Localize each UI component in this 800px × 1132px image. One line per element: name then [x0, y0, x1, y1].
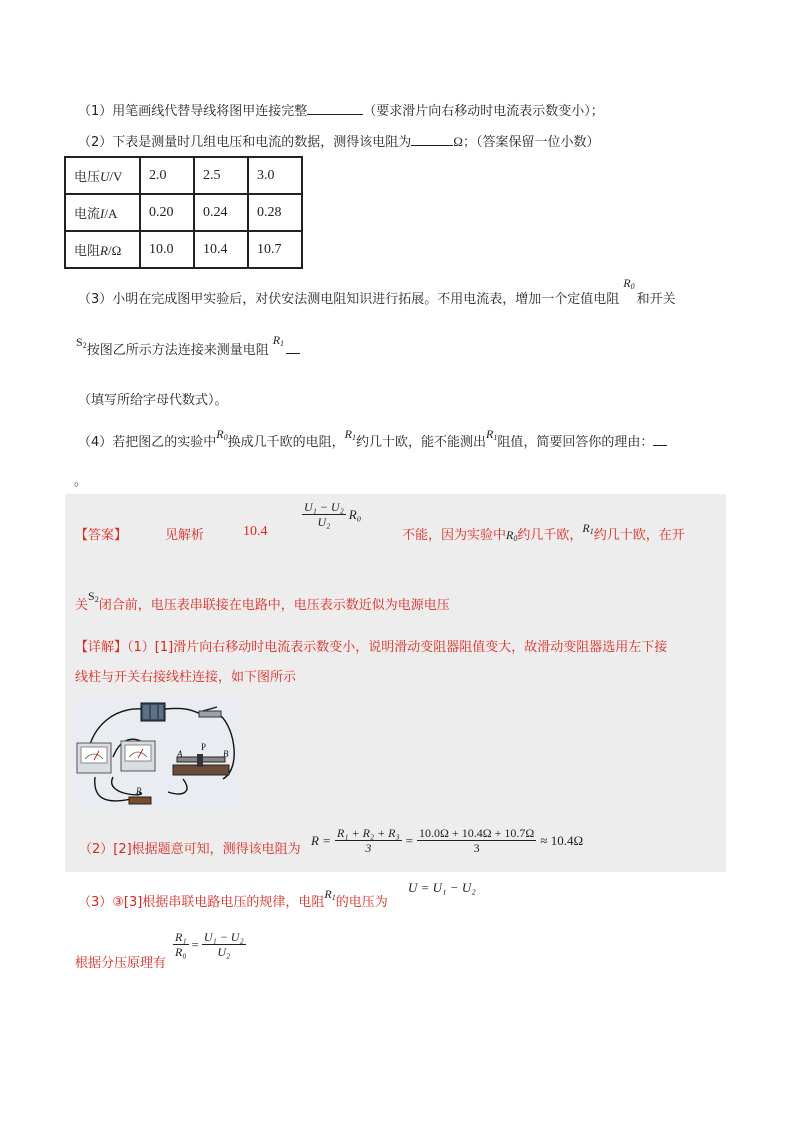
question-3-line-3: （填写所给字母代数式）。	[78, 393, 228, 408]
question-4-end: 。	[74, 474, 88, 489]
detail-paragraph-3: （3）③[3]根据串联电路电压的规律，电阻$R_1$的电压为	[78, 887, 388, 910]
question-3-line-2-text: 按图乙所示方法连接来测量电阻	[86, 343, 269, 358]
detail-paragraph-1b: 线柱与开关右接线柱连接，如下图所示	[75, 670, 297, 685]
table-cell: 2.5	[194, 157, 248, 194]
label-r: R	[136, 786, 142, 796]
table-cell: 0.24	[194, 194, 248, 231]
question-3-line-2	[76, 333, 300, 358]
question-2	[78, 131, 599, 150]
mean-resistance-formula: R = $\frac{\text{R₁ + R₂ + R₃}}{3}$ = $\frac{10.0\Omega + 10.4\Omega + 10.7\Omega}{3}$ ≈ 10.4Ω	[311, 826, 584, 855]
table-cell: 10.0	[140, 231, 194, 268]
voltage-equation: U = U₁ − U₂	[408, 880, 476, 895]
label-p: P	[201, 742, 207, 752]
answer-3-formula: $\frac{\text{U₁ − U₂}}{\text{U₂}}$ R₀	[304, 500, 362, 529]
circuit-figure	[73, 697, 242, 810]
table-cell: 10.4	[194, 231, 248, 268]
ammeter-icon	[121, 741, 155, 771]
voltmeter-icon	[77, 743, 111, 773]
table-cell: 2.0	[140, 157, 194, 194]
detail-paragraph-4: 根据分压原理有	[75, 956, 167, 971]
table-cell: 0.28	[248, 194, 302, 231]
r0-symbol: $R_0$	[623, 276, 635, 291]
r1-symbol: $R_1$	[272, 333, 285, 348]
row-header: 电压U/V	[65, 157, 140, 194]
detail-paragraph-1: 【详解】（1）[1]滑片向右移动时电流表示数变小，说明滑动变阻器阻值变大，故滑动变阻器选用左下接	[75, 640, 668, 655]
label-a: A	[177, 749, 183, 759]
r0-symbol: $R_0$	[216, 427, 228, 442]
row-header: 电流I/A	[65, 194, 140, 231]
question-4: （4）若把图乙的实验中$R_0$换成几千欧的电阻，$R_1$约几十欧，能不能测出$R_1$阻值，简要回答你的理由：	[78, 431, 667, 450]
answer-blank-4	[653, 433, 667, 446]
table-row	[65, 194, 302, 231]
divider-ratio-formula: $\frac{\text{R₁}}{\text{R₀}}$ = $\frac{\text{U₁ − U₂}}{\text{U₂}}$	[175, 930, 244, 959]
question-1-tail: （要求滑片向右移动时电流表示数变小）；	[363, 104, 604, 119]
answer-blank-1	[307, 102, 363, 115]
question-1	[78, 100, 604, 119]
question-3-line-1	[78, 276, 676, 307]
table-cell: 3.0	[248, 157, 302, 194]
answer-1: 见解析	[165, 528, 205, 543]
answer-4-line-2: 关$S_2$闭合前，电压表串联接在电路中，电压表示数近似为电源电压	[75, 589, 450, 613]
battery-icon	[141, 703, 165, 721]
question-2-text: （2）下表是测量时几组电压和电流的数据，测得该电阻为	[78, 135, 412, 150]
answer-2: 10.4	[243, 524, 268, 539]
table-cell: 10.7	[248, 231, 302, 268]
r1-symbol: $R_1$	[344, 427, 356, 442]
question-3-tail: 和开关	[636, 292, 676, 307]
answer-blank-2	[411, 133, 453, 146]
table-row	[65, 231, 302, 268]
answer-blank-3	[286, 341, 300, 354]
label-b: B	[223, 749, 229, 759]
r1-symbol: $R_1$	[486, 427, 498, 442]
table-row	[65, 157, 302, 194]
resistor-icon	[129, 797, 151, 804]
table-cell: 0.20	[140, 194, 194, 231]
answer-4: 不能，因为实验中$R_0$约几千欧，$R_1$约几十欧，在开	[402, 521, 685, 543]
data-table	[64, 156, 303, 269]
question-1-text: （1）用笔画线代替导线将图甲连接完整	[78, 104, 308, 119]
s2-symbol: $S_2$	[76, 335, 87, 350]
question-2-tail: ；（答案保留一位小数）	[462, 135, 600, 150]
ohm-unit: Ω	[453, 134, 463, 149]
detail-paragraph-2: （2）[2]根据题意可知，测得该电阻为	[79, 842, 301, 857]
question-3-text: （3）小明在完成图甲实验后，对伏安法测电阻知识进行拓展。不用电流表，增加一个定值电阻	[78, 292, 620, 307]
answer-label: 【答案】	[75, 528, 128, 543]
row-header: 电阻R/Ω	[65, 231, 140, 268]
